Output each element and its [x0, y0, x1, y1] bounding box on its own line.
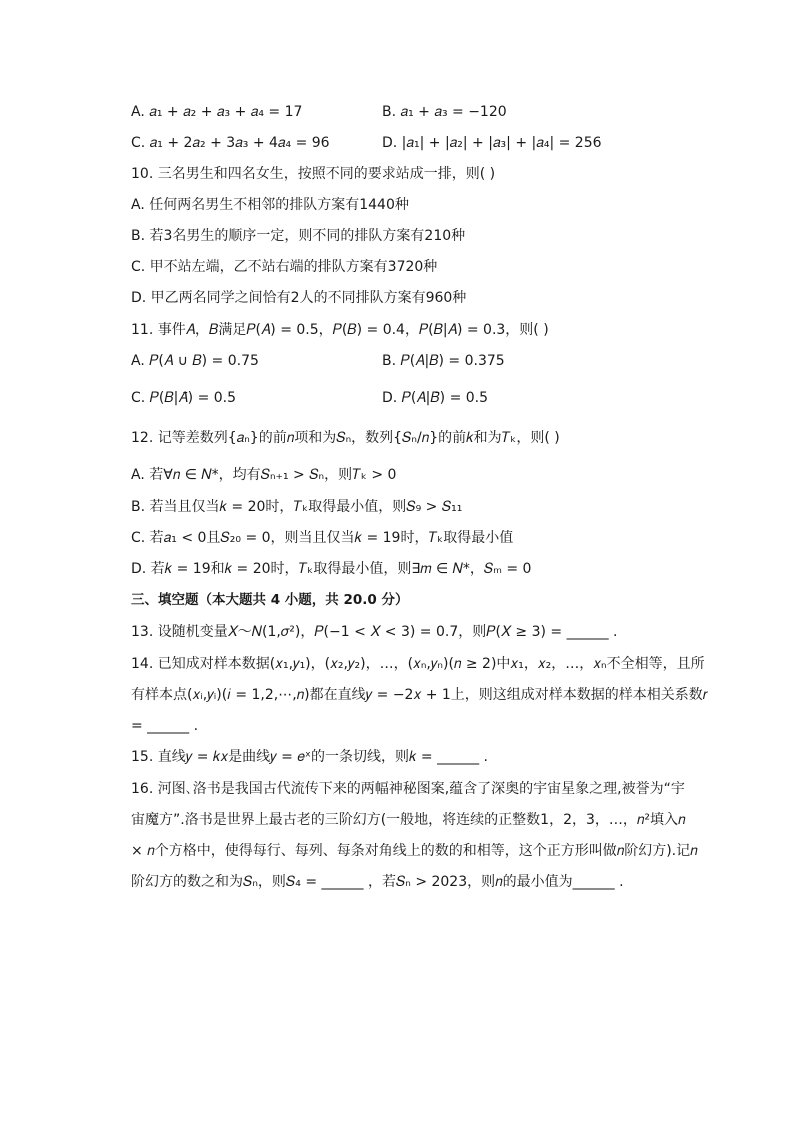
- q16-line-1: 16. 河图､洛书是我国古代流传下来的两幅神秘图案,蕴含了深奥的宇宙星象之理,被誉为“宇: [131, 781, 685, 797]
- q12-option-c: C. 若𝑎₁ < 0且𝑆₂₀ = 0，则当且仅当𝑘 = 19时，𝑇ₖ取得最小值: [131, 530, 514, 546]
- q12-option-a: A. 若∀𝑛 ∈ 𝑁*，均有𝑆ₙ₊₁ > 𝑆ₙ，则𝑇ₖ > 0: [131, 467, 397, 483]
- q9-option-c: C. 𝑎₁ + 2𝑎₂ + 3𝑎₃ + 4𝑎₄ = 96: [131, 135, 330, 151]
- q14-line-3: = ______ .: [131, 718, 199, 734]
- q16-line-2: 宙魔方”.洛书是世界上最古老的三阶幻方(一般地，将连续的正整数1，2，3，…，𝑛²填入𝑛: [131, 812, 686, 828]
- q10-option-d: D. 甲乙两名同学之间恰有2人的不同排队方案有960种: [131, 290, 467, 306]
- q11-option-b: B. 𝑃(𝐴|𝐵) = 0.375: [382, 353, 505, 369]
- q11-stem: 11. 事件𝐴，𝐵满足𝑃(𝐴) = 0.5，𝑃(𝐵) = 0.4，𝑃(𝐵|𝐴) = 0.3，则( ): [131, 322, 549, 338]
- q11-option-a: A. 𝑃(𝐴 ∪ 𝐵) = 0.75: [131, 353, 259, 369]
- q13: 13. 设随机变量𝑋～𝑁(1,𝜎²)，𝑃(−1 < 𝑋 < 3) = 0.7，则𝑃(𝑋 ≥ 3) = ______ .: [131, 624, 618, 640]
- q9-option-d: D. |𝑎₁| + |𝑎₂| + |𝑎₃| + |𝑎₄| = 256: [382, 135, 602, 151]
- q12-option-d: D. 若𝑘 = 19和𝑘 = 20时，𝑇ₖ取得最小值，则∃𝑚 ∈ 𝑁*，𝑆ₘ = 0: [131, 561, 532, 577]
- q10-stem: 10. 三名男生和四名女生，按照不同的要求站成一排，则( ): [131, 166, 496, 182]
- q10-option-c: C. 甲不站左端，乙不站右端的排队方案有3720种: [131, 259, 438, 275]
- q12-option-b: B. 若当且仅当𝑘 = 20时，𝑇ₖ取得最小值，则𝑆₉ > 𝑆₁₁: [131, 499, 463, 515]
- q10-option-a: A. 任何两名男生不相邻的排队方案有1440种: [131, 197, 409, 213]
- q9-option-a: A. 𝑎₁ + 𝑎₂ + 𝑎₃ + 𝑎₄ = 17: [131, 104, 303, 120]
- q12-stem: 12. 记等差数列{𝑎ₙ}的前𝑛项和为𝑆ₙ，数列{𝑆ₙ/𝑛}的前𝑘和为𝑇ₖ，则( ): [131, 430, 560, 446]
- q9-option-b: B. 𝑎₁ + 𝑎₃ = −120: [382, 104, 507, 120]
- q14-line-2: 有样本点(𝑥ᵢ,𝑦ᵢ)(𝑖 = 1,2,⋯,𝑛)都在直线𝑦 = −2𝑥 + 1上，则这组成对样本数据的样本相关系数𝑟: [131, 687, 708, 703]
- q15: 15. 直线𝑦 = 𝑘𝑥是曲线𝑦 = 𝑒ˣ的一条切线，则𝑘 = ______ .: [131, 749, 489, 765]
- section-fill-in-blank-heading: 三、填空题（本大题共 4 小题，共 20.0 分）: [131, 592, 409, 608]
- q16-line-4: 阶幻方的数之和为𝑆ₙ，则𝑆₄ = ______ ，若𝑆ₙ > 2023，则𝑛的最小值为______ .: [131, 874, 624, 890]
- q14-line-1: 14. 已知成对样本数据(𝑥₁,𝑦₁)，(𝑥₂,𝑦₂)，…，(𝑥ₙ,𝑦ₙ)(𝑛 ≥ 2)中𝑥₁，𝑥₂，…，𝑥ₙ不全相等，且所: [131, 656, 705, 672]
- q16-line-3: × 𝑛个方格中，使得每行、每列、每条对角线上的数的和相等，这个正方形叫做𝑛阶幻方).记𝑛: [131, 843, 698, 859]
- q11-option-d: D. 𝑃(𝐴|𝐵̄) = 0.5: [382, 390, 489, 406]
- q11-option-c: C. 𝑃(𝐵|𝐴̄) = 0.5: [131, 390, 237, 406]
- q10-option-b: B. 若3名男生的顺序一定，则不同的排队方案有210种: [131, 228, 466, 244]
